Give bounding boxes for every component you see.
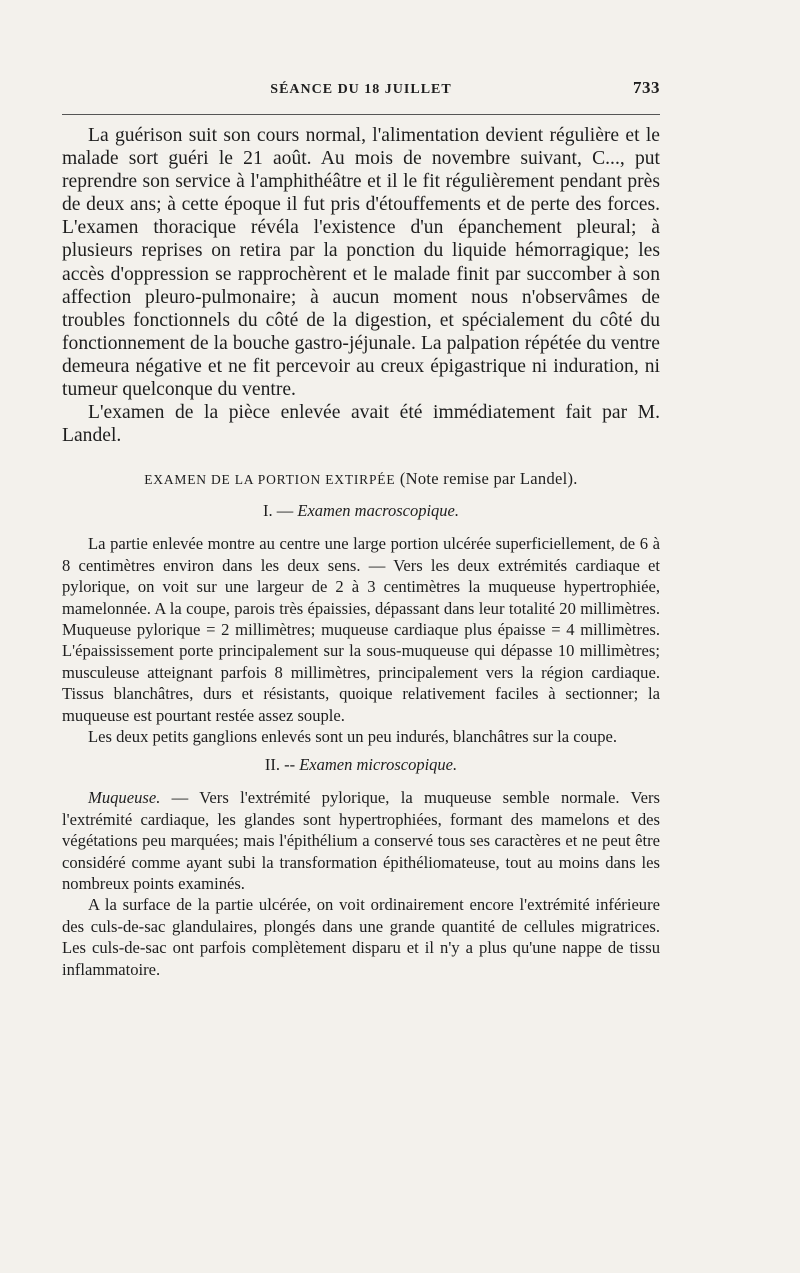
running-title-text: SÉANCE DU 18 JUILLET: [270, 82, 452, 97]
section-heading-note: (Note remise par Landel).: [399, 469, 578, 489]
subheading-macroscopic: [62, 501, 660, 521]
header-rule: [62, 114, 660, 115]
running-header: [62, 74, 660, 104]
paragraph-lead-label: Muqueuse.: [88, 788, 161, 808]
section-heading: [62, 469, 660, 489]
paragraph: La guérison suit son cours normal, l'alimentation devient régulière et le malade sort guéri le 21 août. Au mois de novembre suivant, C..., put reprendre son service à l'amphithéâtre et il le fit régulièrement pendant près de deux ans; à cette époque il fut pris d'étouffements et de perte des forces. L'examen thoracique révéla l'existence d'un épanchement pleural; à plusieurs reprises on retira par la ponction du liquide hémorragique; les accès d'oppression se rapprochèrent et le malade finit par succomber à son affection pleuro-pulmonaire; à aucun moment nous n'observâmes de troubles fonctionnels du côté de la digestion, et spécialement du côté du fonctionnement de la bouche gastro-jéjunale. La palpation répétée du ventre demeura négative et ne fit percevoir au creux épigastrique ni induration, ni tumeur quelconque du ventre.: [62, 125, 660, 401]
subheading-number: I. —: [263, 501, 294, 521]
paragraph: L'examen de la pièce enlevée avait été immédiatement fait par M. Landel.: [62, 402, 660, 447]
paragraph: [62, 787, 660, 894]
section-heading-caps: EXAMEN DE LA PORTION EXTIRPÉE: [144, 472, 396, 488]
paragraph: Les deux petits ganglions enlevés sont un peu indurés, blanchâtres sur la coupe.: [88, 726, 618, 746]
running-title: [62, 78, 660, 98]
subheading-number: II. --: [264, 755, 296, 775]
paragraph: La partie enlevée montre au centre une large portion ulcérée superficiellement, de 6 à 8 centimètres environ dans les deux sens. — Vers les deux extrémités cardiaque et pylorique, on voit sur une largeur de 2 à 3 centimètres la muqueuse hypertrophiée, mamelonnée. A la coupe, parois très épaissies, dépassant dans leur totalité 20 millimètres. Muqueuse pylorique = 2 millimètres; muqueuse cardiaque plus épaisse = 4 millimètres. L'épaississement porte principalement sur la sous-muqueuse qui dépasse 10 millimètres; musculeuse atteignant parfois 8 millimètres, principalement vers la région cardiaque. Tissus blanchâtres, durs et résistants, quoique relativement faciles à sectionner; la muqueuse est pourtant restée assez souple.: [62, 534, 660, 725]
page-number: 733: [633, 78, 660, 97]
page-body: [62, 124, 660, 980]
paragraph-text: — Vers l'extrémité pylorique, la muqueuse semble normale. Vers l'extrémité cardiaque, les glandes sont hypertrophiées, formant des mamelons et des végétations peu marquées; mais l'épithélium a conservé tous ses caractères et ne peut être considéré comme ayant subi la transformation épithéliomateuse, tout au moins dans les nombreux points examinés.: [62, 788, 660, 893]
subheading-title: Examen microscopique.: [299, 755, 458, 775]
subheading-title: Examen macroscopique.: [297, 501, 459, 521]
paragraph: A la surface de la partie ulcérée, on voit ordinairement encore l'extrémité inférieure des culs-de-sac glandulaires, plongés dans une grande quantité de cellules migratrices. Les culs-de-sac ont parfois complètement disparu et il n'y a plus qu'une nappe de tissu inflammatoire.: [62, 895, 660, 979]
subheading-microscopic: [62, 755, 660, 775]
